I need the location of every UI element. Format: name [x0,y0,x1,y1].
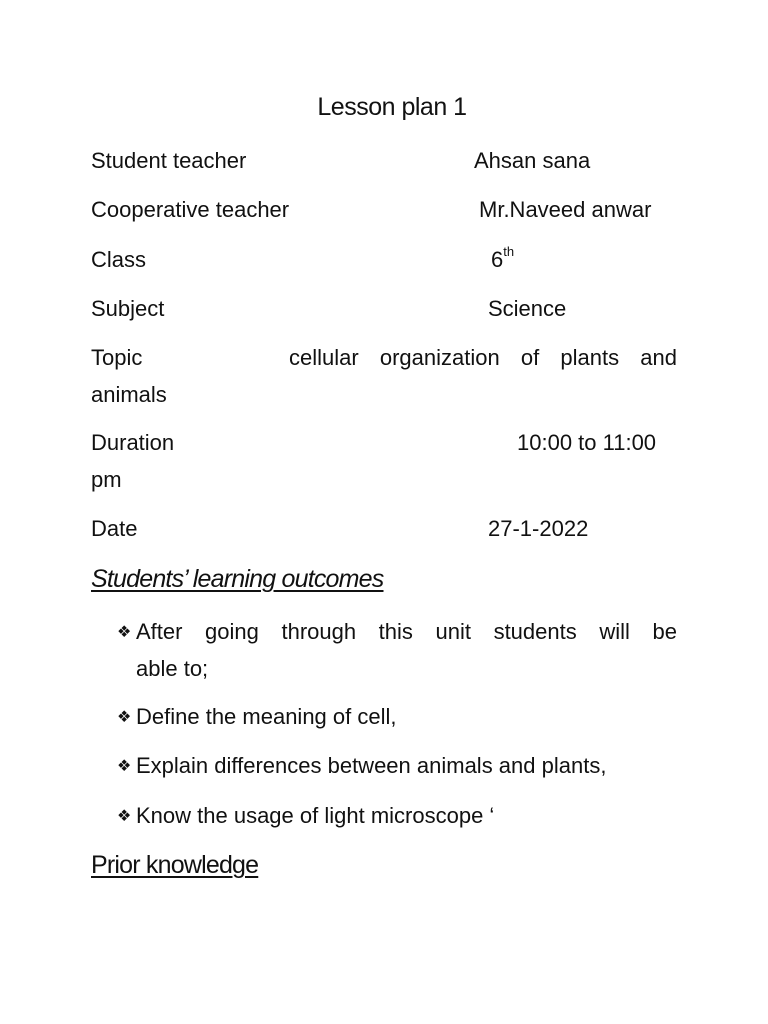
outcome-text: Explain differences between animals and plants, [136,753,607,778]
topic-word: organization [379,345,500,370]
outcome-word: ❖ After [117,614,182,651]
class-label: Class [91,247,147,272]
outcome-word: this [378,619,413,644]
outcome-item-3 [117,748,677,785]
outcomes-heading: Students’ learning outcomes [91,565,384,593]
topic-word: of [520,345,540,370]
duration-value-line2: pm [91,467,122,492]
bullet-diamond-icon: ❖ [117,758,132,775]
topic-word: plants [560,345,620,370]
subject-label: Subject [91,296,165,321]
outcome-word: students [493,619,577,644]
duration-label: Duration [91,430,175,455]
student-teacher-label: Student teacher [91,148,247,173]
outcome-item-2 [117,699,677,736]
topic-word: and [640,345,677,370]
topic-label: Topic [91,345,143,370]
outcome-item-1-line1 [117,614,677,651]
outcome-item-1-line2: able to; [136,656,209,681]
class-value [491,246,514,274]
outcome-word: be [652,619,677,644]
topic-value-line2: animals [91,382,167,407]
date-label: Date [91,516,138,541]
outcome-word: unit [435,619,471,644]
outcome-text: Define the meaning of cell, [136,704,397,729]
class-suffix: th [503,244,515,259]
student-teacher-value: Ahsan sana [474,148,591,173]
subject-value: Science [488,296,567,321]
bullet-diamond-icon: ❖ [117,709,132,726]
date-value: 27-1-2022 [488,516,589,541]
topic-value-line1 [289,344,677,372]
outcome-word: through [281,619,357,644]
outcome-item-1 [117,614,677,687]
cooperative-teacher-value: Mr.Naveed anwar [479,197,652,222]
outcome-word: will [599,619,630,644]
topic-word: cellular [289,345,359,370]
bullet-diamond-icon: ❖ [117,624,132,641]
class-number: 6 [491,247,504,272]
cooperative-teacher-label: Cooperative teacher [91,197,290,222]
duration-value: 10:00 to 11:00 [517,430,657,455]
outcome-word: going [205,619,259,644]
page-title: Lesson plan 1 [317,93,467,121]
outcome-text: Know the usage of light microscope ‘ [136,803,495,828]
outcome-item-4 [117,798,677,835]
bullet-diamond-icon: ❖ [117,808,132,825]
prior-knowledge-heading: Prior knowledge [91,851,259,879]
